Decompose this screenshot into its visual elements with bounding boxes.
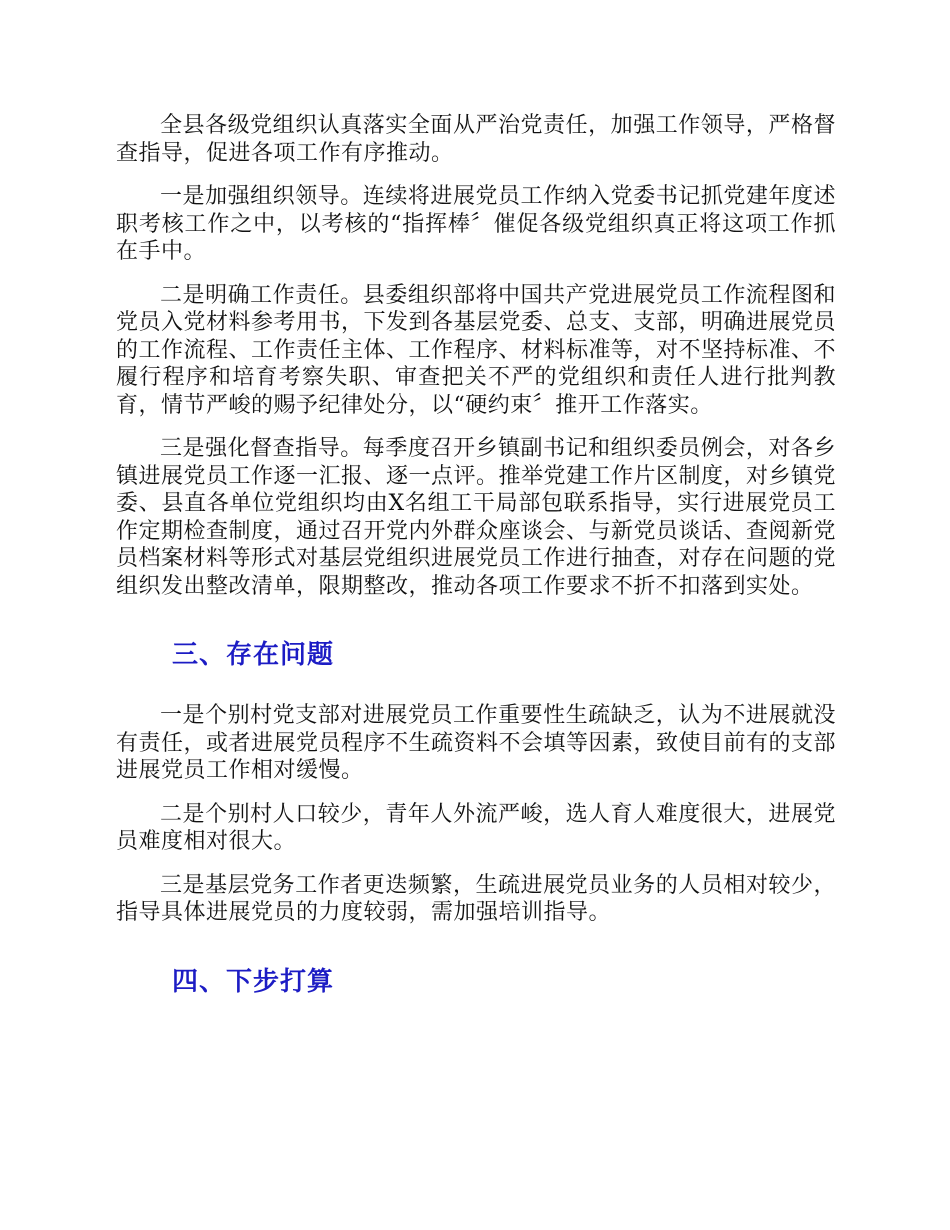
section-heading-next-plan: 四、下步打算	[172, 966, 335, 997]
paragraph-problem-1: 一是个别村党支部对进展党员工作重要性生疏缺乏，认为不进展就没有责任，或者进展党员程序不生疏资料不会填等因素，致使目前有的支部进展党员工作相对缓慢。	[116, 703, 837, 783]
paragraph-intro: 全县各级党组织认真落实全面从严治党责任，加强工作领导，严格督查指导，促进各项工作有序推动。	[116, 113, 836, 166]
paragraph-problem-2: 二是个别村人口较少，青年人外流严峻，选人育人难度很大，进展党员难度相对很大。	[116, 801, 836, 854]
paragraph-supervision-guidance: 三是强化督查指导。每季度召开乡镇副书记和组织委员例会，对各乡镇进展党员工作逐一汇报、逐一点评。推举党建工作片区制度，对乡镇党委、县直各单位党组织均由X名组工干局部包联系指导，实行进展党员工作定期检查制度，通过召开党内外群众座谈会、与新党员谈话、查阅新党员档案材料等形式对基层党组织进展党员工作进行抽查，对存在问题的党组织发出整改清单，限期整改，推动各项工作要求不折不扣落到实处。	[116, 436, 837, 599]
paragraph-problem-3: 三是基层党务工作者更迭频繁，生疏进展党员业务的人员相对较少，指导具体进展党员的力度较弱，需加强培训指导。	[116, 872, 836, 925]
section-heading-existing-problems: 三、存在问题	[172, 640, 335, 670]
paragraph-work-responsibility: 二是明确工作责任。县委组织部将中国共产党进展党员工作流程图和党员入党材料参考用书，下发到各基层党委、总支、支部，明确进展党员的工作流程、工作责任主体、工作程序、材料标准等，对不坚持标准、不履行程序和培育考察失职、审查把关不严的党组织和责任人进行批判教育，情节严峻的赐予纪律处分，以“硬约束〞推开工作落实。	[116, 282, 837, 418]
paragraph-organization-leadership: 一是加强组织领导。连续将进展党员工作纳入党委书记抓党建年度述职考核工作之中，以考核的“指挥棒〞催促各级党组织真正将这项工作抓在手中。	[116, 184, 836, 264]
document-body	[116, 112, 836, 999]
